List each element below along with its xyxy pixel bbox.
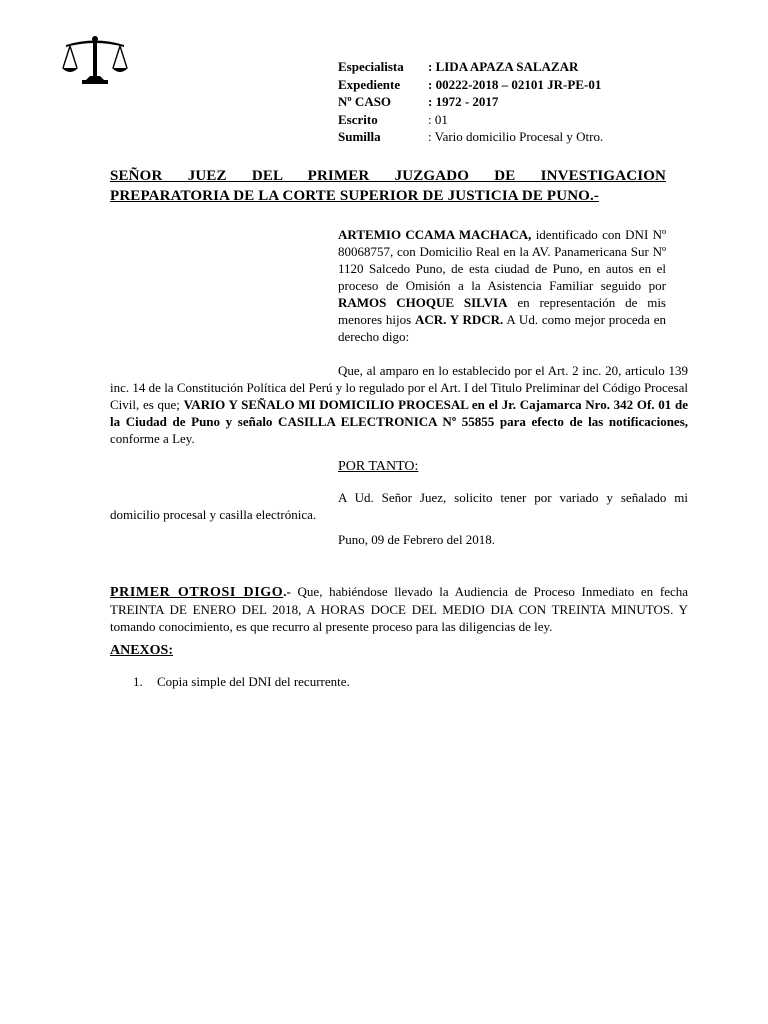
header-value: : 1972 - 2017: [428, 94, 499, 109]
intro-text-3: A Ud. como mejor proceda en derecho digo:: [338, 312, 667, 344]
addressee-line-1: SEÑOR JUEZ DEL PRIMER JUZGADO DE INVESTIGACION: [110, 168, 666, 184]
scales-of-justice-icon: [60, 34, 130, 86]
list-item-number: 1.: [133, 674, 143, 689]
otrosi-title: PRIMER OTROSI DIGO: [110, 585, 284, 600]
intro-text-2: en representación de mis menores hijos: [338, 295, 666, 327]
petitioner-name: ARTEMIO CCAMA MACHACA,: [338, 227, 532, 242]
minors-initials: ACR. Y RDCR.: [415, 312, 504, 327]
header-row-escrito: [338, 111, 603, 129]
header-label: Especialista: [338, 59, 404, 74]
body-paragraph: [110, 362, 688, 447]
header-label: Sumilla: [338, 129, 381, 144]
header-value: : Vario domicilio Procesal y Otro.: [428, 129, 604, 144]
por-tanto-title: POR TANTO: [338, 459, 415, 474]
header-label: Expediente: [338, 76, 401, 92]
header-label: Nº CASO: [338, 94, 392, 109]
otrosi-paragraph: [110, 583, 688, 635]
opposing-party: RAMOS CHOQUE SILVIA: [338, 295, 508, 310]
otrosi-dash: .-: [283, 584, 291, 599]
addressee-heading: [110, 166, 666, 206]
por-tanto-colon: :: [414, 459, 419, 474]
header-row-especialista: [338, 58, 603, 76]
date-line: Puno, 09 de Febrero del 2018.: [338, 532, 496, 547]
por-tanto-text: A Ud. Señor Juez, solicito tener por variado y señalado mi domicilio procesal y casilla electrónica.: [110, 490, 688, 522]
list-item-text: Copia simple del DNI del recurrente.: [157, 674, 350, 689]
body-text-2: conforme a Ley.: [110, 431, 195, 446]
header-value: : 01: [428, 111, 448, 127]
header-value: : 00222-2018 – 02101 JR-PE-01: [428, 76, 602, 92]
addressee-line-2: PREPARATORIA DE LA CORTE SUPERIOR DE JUSTICIA DE PUNO.-: [110, 188, 600, 204]
intro-text-1: identificado con DNI Nº 80068757, con Domicilio Real en la AV. Panamericana Sur Nº 1120 Salcedo Puno, de esta ciudad de Puno, en autos en el proceso de Omisión a la Asistencia Familiar seguido por: [338, 227, 666, 293]
header-row-caso: [338, 93, 603, 111]
otrosi-text: Que, habiéndose llevado la Audiencia de Proceso Inmediato en fecha TREINTA DE ENERO DEL 2018, A HORAS DOCE DEL MEDIO DIA CON TREINTA MINUTOS. Y tomando conocimiento, es que recurro al presente proceso para las diligencias de ley.: [110, 584, 688, 634]
header-value: : LIDA APAZA SALAZAR: [428, 59, 579, 74]
header-row-expediente: [338, 76, 603, 94]
header-label: Escrito: [338, 111, 378, 127]
anexos-list: [133, 674, 350, 690]
header-row-sumilla: [338, 128, 603, 146]
por-tanto-paragraph: [110, 489, 688, 523]
body-bold-request: VARIO Y SEÑALO MI DOMICILIO PROCESAL en el Jr. Cajamarca Nro. 342 Of. 01 de la Ciudad de Puno y señalo CASILLA ELECTRONICA Nº 55855 para efecto de las notificaciones,: [110, 397, 688, 429]
list-item: [133, 674, 350, 690]
body-text-1: Que, al amparo en lo establecido por el Art. 2 inc. 20, articulo 139 inc. 14 de la Constitución Política del Perú y lo regulado por el Art. I del Titulo Preliminar del Código Procesal Civil, es que;: [110, 363, 688, 412]
por-tanto-heading: [338, 459, 418, 475]
intro-paragraph: [338, 226, 666, 345]
anexos-heading: ANEXOS:: [110, 643, 174, 658]
case-header: [338, 58, 603, 146]
